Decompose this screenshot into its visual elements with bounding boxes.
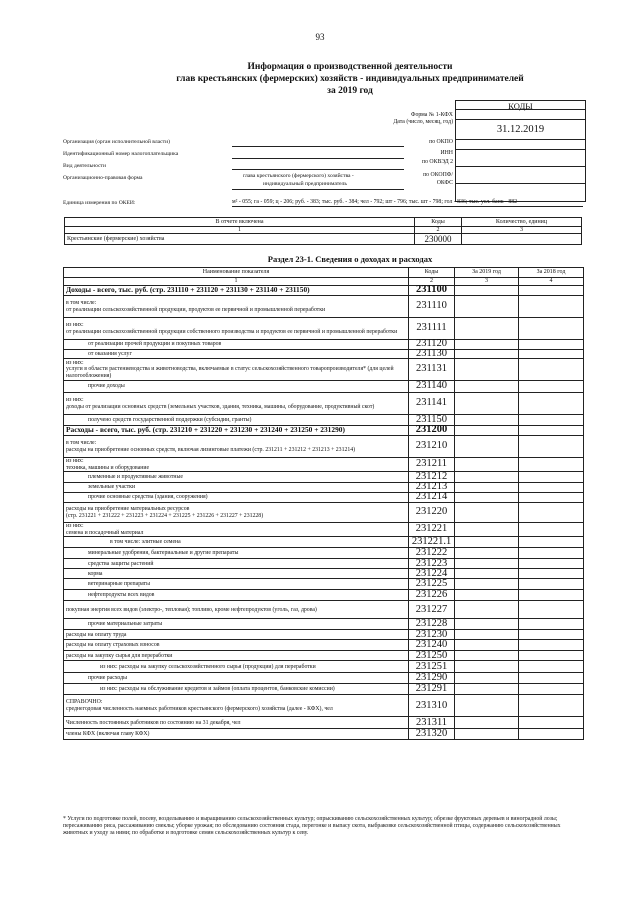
indicator-code: 231213	[409, 483, 455, 493]
table-row	[64, 548, 584, 559]
value-2018	[519, 695, 584, 717]
activity-row-code: 230000	[415, 234, 462, 245]
table-row	[64, 286, 584, 296]
value-2019	[455, 673, 519, 684]
indicator-code: 231226	[409, 590, 455, 601]
table-row	[64, 579, 584, 590]
value-2018	[519, 684, 584, 695]
table-row	[64, 729, 584, 740]
value-2018	[519, 559, 584, 569]
legal-form-value-1: глава крестьянского (фермерского) хозяйства -	[243, 173, 354, 179]
legal-form-line	[232, 189, 404, 190]
table-row	[64, 651, 584, 661]
value-2018	[519, 640, 584, 651]
value-2018	[519, 601, 584, 619]
indicator-code: 231251	[409, 661, 455, 673]
value-2018	[519, 503, 584, 523]
indicator-code: 231222	[409, 548, 455, 559]
indicator-code: 231227	[409, 601, 455, 619]
indicator-name: из них: доходы от реализации основных средств (земельных участков, здания, техника, машины, оборудование, продуктивный скот)	[64, 393, 409, 415]
indicator-code: 231230	[409, 630, 455, 640]
okpo-cell	[455, 140, 586, 150]
indicator-name: в том числе: от реализации сельскохозяйственной продукции, продуктов ее первичной и промышленной переработки	[64, 296, 409, 318]
table-row	[64, 537, 584, 548]
section-title: Раздел 23-1. Сведения о доходах и расходах	[267, 254, 433, 264]
indicator-name: из них: услуги в области растениеводства и животноводства, включаемые в статус сельскохозяйственного товаропроизводителя* (для целей налогообложения)	[64, 359, 409, 381]
table-row	[64, 359, 584, 381]
indicator-code: 231100	[409, 286, 455, 296]
table-row	[64, 630, 584, 640]
value-2018	[519, 483, 584, 493]
table-row	[64, 503, 584, 523]
indicator-code: 231120	[409, 340, 455, 350]
value-2019	[455, 579, 519, 590]
indicator-name: члены КФХ (включая главу КФХ)	[64, 729, 409, 740]
indicator-name: из них: семена и посадочный материал	[64, 523, 409, 537]
okved-label: по ОКВЭД 2	[421, 159, 453, 165]
value-2019	[455, 286, 519, 296]
value-2019	[455, 458, 519, 472]
date-label: Дата (число, месяц, год)	[393, 119, 453, 125]
indicator-code: 231250	[409, 651, 455, 661]
table-row	[64, 569, 584, 579]
value-2018	[519, 590, 584, 601]
value-2019	[455, 651, 519, 661]
value-2019	[455, 661, 519, 673]
value-2019	[455, 537, 519, 548]
indicator-name: из них: расходы на обслуживание кредитов и займов (оплата процентов, банковские комиссии)	[64, 684, 409, 695]
num-4: 4	[519, 278, 584, 286]
indicator-name: от оказания услуг	[64, 350, 409, 359]
value-2018	[519, 548, 584, 559]
activity-row-name: Крестьянские (фермерские) хозяйства	[65, 234, 415, 245]
form-code-cell	[455, 110, 586, 120]
indicator-name: Доходы - всего, тыс. руб. (стр. 231110 + 231120 + 231130 + 231140 + 231150)	[64, 286, 409, 296]
value-2019	[455, 559, 519, 569]
indicator-code: 231150	[409, 415, 455, 426]
indicator-name: от реализации прочей продукции и покупных товаров	[64, 340, 409, 350]
value-2018	[519, 729, 584, 740]
value-2018	[519, 493, 584, 503]
indicator-name: Численность постоянных работников по состоянию на 31 декабря, чел	[64, 717, 409, 729]
value-2018	[519, 661, 584, 673]
value-2018	[519, 415, 584, 426]
indicator-code: 231228	[409, 619, 455, 630]
value-2019	[455, 695, 519, 717]
value-2019	[455, 729, 519, 740]
form-title-line2: глав крестьянских (фермерских) хозяйств - индивидуальных предпринимателей	[176, 74, 524, 84]
organization-label: Организация (орган исполнительной власти)	[63, 139, 170, 145]
num-2: 2	[409, 278, 455, 286]
header-name: Наименование показателя	[64, 268, 409, 278]
header-2019: За 2019 год	[455, 268, 519, 278]
indicator-code: 231221.1	[409, 537, 455, 548]
value-2018	[519, 630, 584, 640]
okpo-label: по ОКПО	[429, 139, 453, 145]
legal-form-label: Организационно-правовая форма	[63, 175, 143, 181]
value-2018	[519, 436, 584, 458]
activity-header-name: В отчете включена	[65, 218, 415, 227]
form-label: Форма № 1-КФХ	[410, 112, 453, 118]
indicator-name: расходы на оплату страховых взносов	[64, 640, 409, 651]
indicator-name: земельные участки	[64, 483, 409, 493]
value-2019	[455, 359, 519, 381]
value-2019	[455, 523, 519, 537]
indicator-code: 231221	[409, 523, 455, 537]
indicator-code: 231225	[409, 579, 455, 590]
indicator-name: из них: расходы на закупку сельскохозяйственного сырья (продукции) для переработки	[64, 661, 409, 673]
table-row	[64, 493, 584, 503]
activity-table	[64, 217, 582, 245]
value-2018	[519, 523, 584, 537]
table-row	[64, 684, 584, 695]
value-2019	[455, 590, 519, 601]
table-row	[64, 350, 584, 359]
value-2018	[519, 393, 584, 415]
tax-id-label: Идентификационный номер налогоплательщика	[63, 151, 179, 157]
value-2018	[519, 426, 584, 436]
indicator-name: прочие расходы	[64, 673, 409, 684]
value-2018	[519, 651, 584, 661]
table-row	[64, 436, 584, 458]
units-value: м² - 055; га - 059; ц - 206; руб. - 383; тыс. руб. - 384; чел - 792; шт - 796; тыс. шт - 798; гол - 836; тыс. усл. банк - 882	[232, 199, 518, 205]
activity-num-3: 3	[462, 227, 582, 234]
codes-block	[455, 100, 586, 202]
activity-header-count: Количество, единиц	[462, 218, 582, 227]
table-row	[64, 661, 584, 673]
value-2018	[519, 472, 584, 483]
indicator-name: расходы на оплату труда	[64, 630, 409, 640]
codes-header: КОДЫ	[455, 100, 586, 110]
table-row	[64, 472, 584, 483]
value-2019	[455, 426, 519, 436]
indicator-name: из них: техника, машины и оборудование	[64, 458, 409, 472]
indicator-name: получено средств государственной поддержки (субсидии, гранты)	[64, 415, 409, 426]
indicator-name: в том числе: расходы на приобретение основных средств, включая лизинговые платежи (стр. 231211 + 231212 + 231213 + 231214)	[64, 436, 409, 458]
table-row	[64, 415, 584, 426]
indicator-code: 231214	[409, 493, 455, 503]
form-title-line3: за 2019 год	[327, 86, 373, 96]
value-2019	[455, 472, 519, 483]
indicator-name: прочие доходы	[64, 381, 409, 393]
value-2019	[455, 296, 519, 318]
header-code: Коды	[409, 268, 455, 278]
value-2019	[455, 340, 519, 350]
indicator-name: прочие основные средства (здания, сооружения)	[64, 493, 409, 503]
tax-id-line	[232, 158, 404, 159]
num-1: 1	[64, 278, 409, 286]
indicator-name: из них: от реализации сельскохозяйственной продукции собственного производства и продуктов ее первичной и промышленной переработки	[64, 318, 409, 340]
table-row	[64, 559, 584, 569]
footnote: * Услуги по подготовке полей, посеву, возделыванию и выращиванию сельскохозяйственных культур; опрыскиванию сельскохозяйственных культур; обрезке фруктовых деревьев и виноградной лозы; пересаживанию риса, рассаживанию свеклы; уборке урожая; по обследованию состояния стада, перегонке и выпасу скота, выбраковке сельскохозяйственной птицы, содержанию сельскохозяйственных животных и уходу за ними; по обработке и подготовке семян сельскохозяйственных культур к севу.	[63, 816, 561, 836]
indicator-code: 231110	[409, 296, 455, 318]
value-2019	[455, 318, 519, 340]
activity-row-count	[462, 234, 582, 245]
value-2018	[519, 537, 584, 548]
table-row	[64, 340, 584, 350]
value-2018	[519, 569, 584, 579]
okved-cell	[455, 167, 586, 184]
table-row	[64, 523, 584, 537]
value-2019	[455, 619, 519, 630]
value-2018	[519, 381, 584, 393]
table-row	[64, 695, 584, 717]
value-2018	[519, 340, 584, 350]
indicator-code: 231220	[409, 503, 455, 523]
indicator-name: корма	[64, 569, 409, 579]
okopf-label: по ОКОПФ/ ОКФС	[423, 172, 453, 186]
table-row	[64, 640, 584, 651]
indicator-code: 231240	[409, 640, 455, 651]
value-2019	[455, 548, 519, 559]
indicator-name: покупная энергия всех видов (электро-, тепловая); топливо, кроме нефтепродуктов (уголь, газ, дрова)	[64, 601, 409, 619]
value-2019	[455, 436, 519, 458]
units-line	[232, 206, 583, 207]
indicator-name: прочие материальные затраты	[64, 619, 409, 630]
page-number: 93	[315, 32, 325, 42]
value-2018	[519, 359, 584, 381]
indicator-code: 231310	[409, 695, 455, 717]
table-row	[64, 590, 584, 601]
table-row	[64, 458, 584, 472]
indicator-code: 231130	[409, 350, 455, 359]
table-row	[64, 483, 584, 493]
indicator-code: 231223	[409, 559, 455, 569]
activity-label: Вид деятельности	[63, 163, 106, 169]
value-2019	[455, 483, 519, 493]
value-2019	[455, 717, 519, 729]
indicator-name: расходы на приобретение материальных ресурсов (стр. 231221 + 231222 + 231223 + 231224 + 231225 + 231226 + 231227 + 231228)	[64, 503, 409, 523]
table-row	[64, 426, 584, 436]
num-3: 3	[455, 278, 519, 286]
indicator-code: 231320	[409, 729, 455, 740]
indicator-name: расходы на закупку сырья для переработки	[64, 651, 409, 661]
value-2019	[455, 350, 519, 359]
indicator-code: 231311	[409, 717, 455, 729]
table-row	[64, 296, 584, 318]
indicator-name: Расходы - всего, тыс. руб. (стр. 231210 + 231220 + 231230 + 231240 + 231250 + 231290)	[64, 426, 409, 436]
inn-cell	[455, 150, 586, 167]
indicator-code: 231140	[409, 381, 455, 393]
form-title-line1: Информация о производственной деятельности	[247, 62, 453, 72]
income-expense-table	[63, 267, 584, 740]
value-2019	[455, 569, 519, 579]
value-2018	[519, 619, 584, 630]
legal-form-value-2: индивидуальный предприниматель	[263, 181, 347, 187]
activity-line	[232, 169, 404, 170]
indicator-code: 231131	[409, 359, 455, 381]
value-2019	[455, 684, 519, 695]
value-2018	[519, 673, 584, 684]
indicator-code: 231210	[409, 436, 455, 458]
value-2018	[519, 286, 584, 296]
indicator-name: СПРАВОЧНО: среднегодовая численность наемных работников крестьянского (фермерского) хозяйства (далее - КФХ), чел	[64, 695, 409, 717]
table-row	[64, 673, 584, 684]
value-2019	[455, 640, 519, 651]
indicator-code: 231211	[409, 458, 455, 472]
organization-line	[232, 146, 404, 147]
value-2019	[455, 415, 519, 426]
header-2018: За 2018 год	[519, 268, 584, 278]
indicator-name: племенные и продуктивные животные	[64, 472, 409, 483]
indicator-name: в том числе: элитные семена	[64, 537, 409, 548]
indicator-code: 231111	[409, 318, 455, 340]
value-2018	[519, 350, 584, 359]
table-row	[64, 619, 584, 630]
inn-label: ИНН	[440, 150, 453, 156]
table-row	[64, 717, 584, 729]
indicator-name: средства защиты растений	[64, 559, 409, 569]
report-date-cell: 31.12.2019	[455, 120, 586, 140]
indicator-name: ветеринарные препараты	[64, 579, 409, 590]
activity-num-1: 1	[65, 227, 415, 234]
table-row	[64, 393, 584, 415]
indicator-name: нефтепродукты всех видов	[64, 590, 409, 601]
activity-num-2: 2	[415, 227, 462, 234]
table-row	[64, 381, 584, 393]
indicator-code: 231141	[409, 393, 455, 415]
indicator-code: 231200	[409, 426, 455, 436]
value-2018	[519, 458, 584, 472]
value-2019	[455, 381, 519, 393]
activity-header-code: Коды	[415, 218, 462, 227]
indicator-name: минеральные удобрения, бактериальные и другие препараты	[64, 548, 409, 559]
table-row	[64, 601, 584, 619]
value-2019	[455, 493, 519, 503]
value-2018	[519, 318, 584, 340]
indicator-code: 231212	[409, 472, 455, 483]
value-2019	[455, 393, 519, 415]
value-2018	[519, 717, 584, 729]
value-2019	[455, 630, 519, 640]
value-2018	[519, 296, 584, 318]
table-row	[64, 318, 584, 340]
units-label: Единица измерения по ОКЕИ:	[63, 200, 136, 206]
indicator-code: 231290	[409, 673, 455, 684]
value-2019	[455, 601, 519, 619]
indicator-code: 231224	[409, 569, 455, 579]
value-2018	[519, 579, 584, 590]
indicator-code: 231291	[409, 684, 455, 695]
value-2019	[455, 503, 519, 523]
